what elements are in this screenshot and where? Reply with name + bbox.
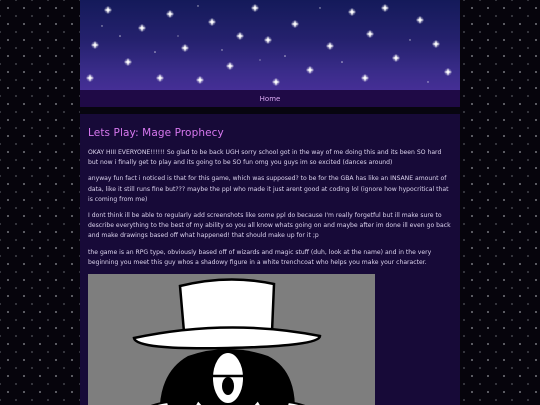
nav-home-link[interactable]: Home	[259, 94, 281, 103]
star-field-icon	[80, 0, 460, 90]
post-paragraph-1: OKAY HIII EVERYONE!!!!!! So glad to be back UGH sorry school got in the way of me doing this and its been SO hard but now i finally get to play and its going to be SO fun omg you guys im so excited (dances around)	[88, 149, 442, 167]
header-divider	[80, 107, 460, 114]
shadowy-figure-icon	[88, 274, 375, 405]
post-title: Lets Play: Mage Prophecy	[88, 127, 224, 139]
game-screenshot	[88, 274, 375, 405]
post-content	[80, 114, 460, 405]
banner-dots	[101, 5, 428, 82]
page-column	[80, 0, 460, 405]
header-banner	[80, 0, 460, 90]
post-paragraph-2: anyway fun fact i noticed is that for this game, which was supposed? to be for the GBA has like an INSANE amount of data, like it still runs fine but??? maybe the ppl who made it just arent good at coding lol (ignore how hypocritical that is coming from me)	[88, 175, 449, 203]
post-paragraph-4: the game is an RPG type, obviously based off of wizards and magic stuff (duh, look at the name) and in the very beginning you meet this guy whos a shadowy figure in a white trenchcoat who helps you make your character.	[88, 248, 432, 266]
navigation-bar	[80, 90, 460, 107]
banner-stars	[86, 4, 452, 86]
post-paragraph-3: I dont think ill be able to regularly add screenshots like some ppl do because I'm really forgetful but ill make sure to describe everything to the best of my ability so you all know whats going on and maybe after im done ill even go back and make drawings based off what happened! that should make up for it ;p	[88, 212, 451, 240]
